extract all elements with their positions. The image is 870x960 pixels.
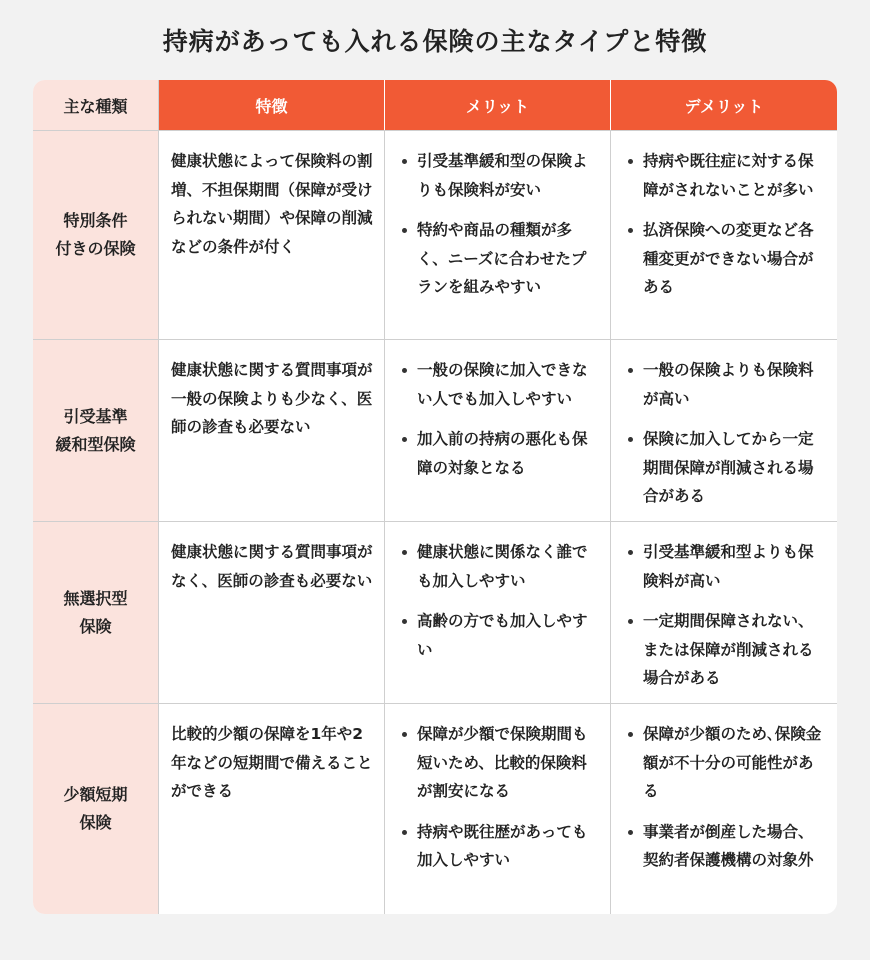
merit-item: 特約や商品の種類が多く、ニーズに合わせたプランを組みやすい xyxy=(397,216,600,302)
merit-cell xyxy=(385,130,611,339)
feature-cell: 健康状態によって保険料の割増、不担保期間（保障が受けられない期間）や保障の削減などの条件が付く xyxy=(159,130,385,339)
merit-item: 持病や既往歴があっても加入しやすい xyxy=(397,818,600,875)
demerit-cell xyxy=(611,521,837,703)
demerit-cell xyxy=(611,339,837,521)
merit-item: 加入前の持病の悪化も保障の対象となる xyxy=(397,425,600,482)
row-type-special-conditions xyxy=(33,130,159,339)
demerit-item: 事業者が倒産した場合、契約者保護機構の対象外 xyxy=(623,818,827,875)
insurance-comparison-table xyxy=(33,80,837,914)
merit-item: 高齢の方でも加入しやすい xyxy=(397,607,600,664)
type-label-line: 特別条件 xyxy=(63,211,128,230)
row-type-relaxed-underwriting xyxy=(33,339,159,521)
merit-cell xyxy=(385,703,611,914)
feature-cell: 健康状態に関する質問事項がなく、医師の診査も必要ない xyxy=(159,521,385,703)
demerit-item: 保障が少額のため､保険金額が不十分の可能性がある xyxy=(623,720,827,806)
merit-cell xyxy=(385,521,611,703)
demerit-cell xyxy=(611,130,837,339)
header-demerit: デメリット xyxy=(611,80,837,130)
header-feature: 特徴 xyxy=(159,80,385,130)
merit-item: 保障が少額で保険期間も短いため、比較的保険料が割安になる xyxy=(397,720,600,806)
demerit-item: 引受基準緩和型よりも保険料が高い xyxy=(623,538,827,595)
merit-item: 一般の保険に加入できない人でも加入しやすい xyxy=(397,356,600,413)
demerit-item: 一般の保険よりも保険料が高い xyxy=(623,356,827,413)
row-type-no-selection xyxy=(33,521,159,703)
type-label-line: 緩和型保険 xyxy=(55,434,136,454)
feature-cell: 健康状態に関する質問事項が一般の保険よりも少なく、医師の診査も必要ない xyxy=(159,339,385,521)
type-label-line: 付きの保険 xyxy=(55,239,136,258)
page-title: 持病があっても入れる保険の主なタイプと特徴 xyxy=(162,27,708,56)
demerit-item: 払済保険への変更など各種変更ができない場合がある xyxy=(623,216,827,302)
feature-cell: 比較的少額の保障を1年や2年などの短期間で備えることができる xyxy=(159,703,385,914)
row-type-small-short-term xyxy=(33,703,159,914)
type-label-line: 少額短期 xyxy=(63,785,128,804)
type-label-line: 無選択型 xyxy=(63,588,128,608)
demerit-item: 持病や既往症に対する保障がされないことが多い xyxy=(623,147,827,204)
header-merit: メリット xyxy=(385,80,611,130)
merit-item: 健康状態に関係なく誰でも加入しやすい xyxy=(397,538,600,595)
demerit-item: 一定期間保障されない、または保障が削減される場合がある xyxy=(623,607,827,693)
type-label-line: 引受基準 xyxy=(63,406,128,426)
merit-item: 引受基準緩和型の保険よりも保険料が安い xyxy=(397,147,600,204)
demerit-item: 保険に加入してから一定期間保障が削減される場合がある xyxy=(623,425,827,511)
type-label-line: 保険 xyxy=(79,616,112,636)
demerit-cell xyxy=(611,703,837,914)
type-label-line: 保険 xyxy=(79,813,112,832)
header-corner: 主な種類 xyxy=(33,80,159,130)
merit-cell xyxy=(385,339,611,521)
